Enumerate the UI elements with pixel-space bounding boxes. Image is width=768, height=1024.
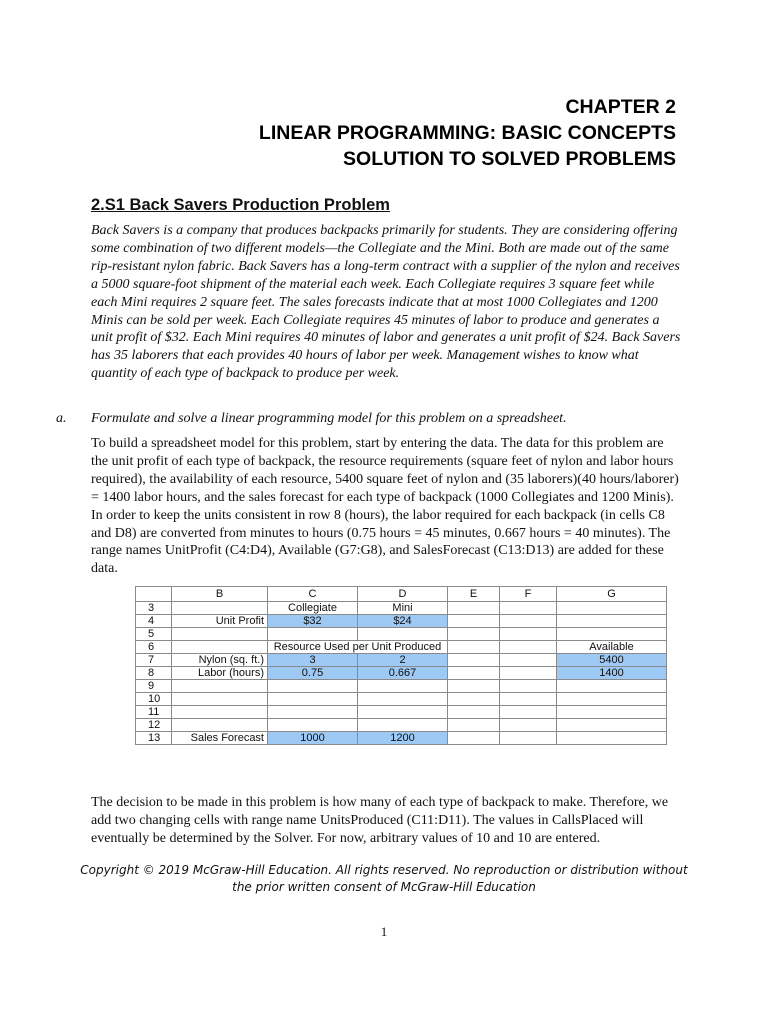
cell-c6-resource-header: Resource Used per Unit Produced — [268, 641, 448, 654]
cell-e11 — [448, 706, 500, 719]
spreadsheet-table — [135, 586, 667, 745]
cell-d5 — [358, 628, 448, 641]
column-header-row — [136, 587, 667, 602]
row-number: 5 — [136, 628, 172, 641]
sheet-row-9 — [136, 680, 667, 693]
cell-b10 — [172, 693, 268, 706]
cell-d9 — [358, 680, 448, 693]
row-number: 6 — [136, 641, 172, 654]
part-a-letter: a. — [56, 411, 67, 426]
sheet-row-12 — [136, 719, 667, 732]
sheet-row-8 — [136, 667, 667, 680]
row-number: 7 — [136, 654, 172, 667]
col-header-e: E — [448, 587, 500, 602]
cell-c7: 3 — [268, 654, 358, 667]
col-header-f: F — [500, 587, 557, 602]
cell-e9 — [448, 680, 500, 693]
cell-e10 — [448, 693, 500, 706]
cell-b7: Nylon (sq. ft.) — [172, 654, 268, 667]
explanation-paragraph: To build a spreadsheet model for this problem, start by entering the data. The data for this problem are the unit profit of each type of backpack, the resource requirements (square feet of nylon and labor hours required), the availability of each resource, 5400 square feet of nylon and (35 laborers)(40 hours/laborer) = 1400 labor hours, and the sales forecast for each type of backpack (1000 Collegiates and 1200 Minis). In order to keep the units consistent in row 8 (hours), the labor required for each backpack (in cells C8 and D8) are converted from minutes to hours (0.75 hours = 45 minutes, 0.667 hours = 40 minutes). The range names UnitProfit (C4:D4), Available (G7:G8), and SalesForecast (C13:D13) are added for these data. — [91, 436, 679, 577]
cell-c12 — [268, 719, 358, 732]
sheet-row-5 — [136, 628, 667, 641]
cell-b8: Labor (hours) — [172, 667, 268, 680]
chapter-header — [259, 94, 676, 172]
corner-cell — [136, 587, 172, 602]
col-header-d: D — [358, 587, 448, 602]
cell-c9 — [268, 680, 358, 693]
cell-f5 — [500, 628, 557, 641]
cell-b5 — [172, 628, 268, 641]
cell-c10 — [268, 693, 358, 706]
sheet-row-11 — [136, 706, 667, 719]
row-number: 3 — [136, 602, 172, 615]
cell-f11 — [500, 706, 557, 719]
cell-c5 — [268, 628, 358, 641]
cell-g13 — [557, 732, 667, 745]
cell-f13 — [500, 732, 557, 745]
copyright-footer — [0, 862, 768, 896]
cell-e3 — [448, 602, 500, 615]
cell-b13: Sales Forecast — [172, 732, 268, 745]
sheet-row-6 — [136, 641, 667, 654]
cell-c3: Collegiate — [268, 602, 358, 615]
chapter-number: CHAPTER 2 — [565, 96, 676, 118]
cell-e13 — [448, 732, 500, 745]
cell-b11 — [172, 706, 268, 719]
row-number: 10 — [136, 693, 172, 706]
page-number: 1 — [380, 924, 388, 939]
row-number: 13 — [136, 732, 172, 745]
row-number: 8 — [136, 667, 172, 680]
cell-d4: $24 — [358, 615, 448, 628]
cell-d12 — [358, 719, 448, 732]
decision-paragraph: The decision to be made in this problem is how many of each type of backpack to make. Therefore, we add two changing cells with range name UnitsProduced (C11:D11). The values in CallsPlaced will eventually be determined by the Solver. For now, arbitrary values of 10 and 10 are entered. — [91, 795, 669, 846]
cell-b3 — [172, 602, 268, 615]
cell-f9 — [500, 680, 557, 693]
cell-f12 — [500, 719, 557, 732]
cell-c13: 1000 — [268, 732, 358, 745]
sheet-row-13 — [136, 732, 667, 745]
cell-d7: 2 — [358, 654, 448, 667]
cell-b6 — [172, 641, 268, 654]
cell-g3 — [557, 602, 667, 615]
cell-g10 — [557, 693, 667, 706]
section-title: 2.S1 Back Savers Production Problem — [91, 196, 390, 214]
cell-f7 — [500, 654, 557, 667]
col-header-c: C — [268, 587, 358, 602]
cell-b12 — [172, 719, 268, 732]
part-a-text: Formulate and solve a linear programming model for this problem on a spreadsheet. — [91, 411, 567, 426]
col-header-g: G — [557, 587, 667, 602]
row-number: 12 — [136, 719, 172, 732]
copyright-line-1: Copyright © 2019 McGraw-Hill Education. All rights reserved. No reproduction or distribution without — [80, 863, 688, 877]
cell-e8 — [448, 667, 500, 680]
cell-b9 — [172, 680, 268, 693]
chapter-subtitle: SOLUTION TO SOLVED PROBLEMS — [343, 148, 676, 170]
cell-g7: 5400 — [557, 654, 667, 667]
part-a — [56, 410, 686, 428]
chapter-title: LINEAR PROGRAMMING: BASIC CONCEPTS — [258, 122, 676, 144]
cell-c4: $32 — [268, 615, 358, 628]
copyright-line-2: the prior written consent of McGraw-Hill Education — [232, 880, 536, 894]
cell-d3: Mini — [358, 602, 448, 615]
cell-e12 — [448, 719, 500, 732]
row-number: 11 — [136, 706, 172, 719]
cell-d8: 0.667 — [358, 667, 448, 680]
cell-d13: 1200 — [358, 732, 448, 745]
cell-g8: 1400 — [557, 667, 667, 680]
sheet-row-3 — [136, 602, 667, 615]
cell-b4: Unit Profit — [172, 615, 268, 628]
cell-c8: 0.75 — [268, 667, 358, 680]
cell-f3 — [500, 602, 557, 615]
row-number: 4 — [136, 615, 172, 628]
sheet-row-7 — [136, 654, 667, 667]
row-number: 9 — [136, 680, 172, 693]
cell-g4 — [557, 615, 667, 628]
cell-d11 — [358, 706, 448, 719]
cell-e4 — [448, 615, 500, 628]
cell-f4 — [500, 615, 557, 628]
cell-f8 — [500, 667, 557, 680]
cell-f6 — [500, 641, 557, 654]
cell-g6: Available — [557, 641, 667, 654]
sheet-row-10 — [136, 693, 667, 706]
sheet-row-4 — [136, 615, 667, 628]
cell-g9 — [557, 680, 667, 693]
cell-e7 — [448, 654, 500, 667]
cell-f10 — [500, 693, 557, 706]
cell-e5 — [448, 628, 500, 641]
cell-c11 — [268, 706, 358, 719]
cell-g11 — [557, 706, 667, 719]
cell-g12 — [557, 719, 667, 732]
cell-e6 — [448, 641, 500, 654]
cell-d10 — [358, 693, 448, 706]
col-header-b: B — [172, 587, 268, 602]
cell-g5 — [557, 628, 667, 641]
problem-statement: Back Savers is a company that produces backpacks primarily for students. They are considering offering some combination of two different models—the Collegiate and the Mini. Both are made out of the same rip-resistant nylon fabric. Back Savers has a long-term contract with a supplier of the nylon and receives a 5000 square-foot shipment of the material each week. Each Collegiate requires 3 square feet while each Mini requires 2 square feet. The sales forecasts indicate that at most 1000 Collegiates and 1200 Minis can be sold per week. Each Collegiate requires 45 minutes of labor to produce and generates a unit profit of $32. Each Mini requires 40 minutes of labor and generates a unit profit of $24. Back Savers has 35 laborers that each provides 40 hours of labor per week. Management wishes to know what quantity of each type of backpack to produce per week. — [91, 223, 681, 382]
